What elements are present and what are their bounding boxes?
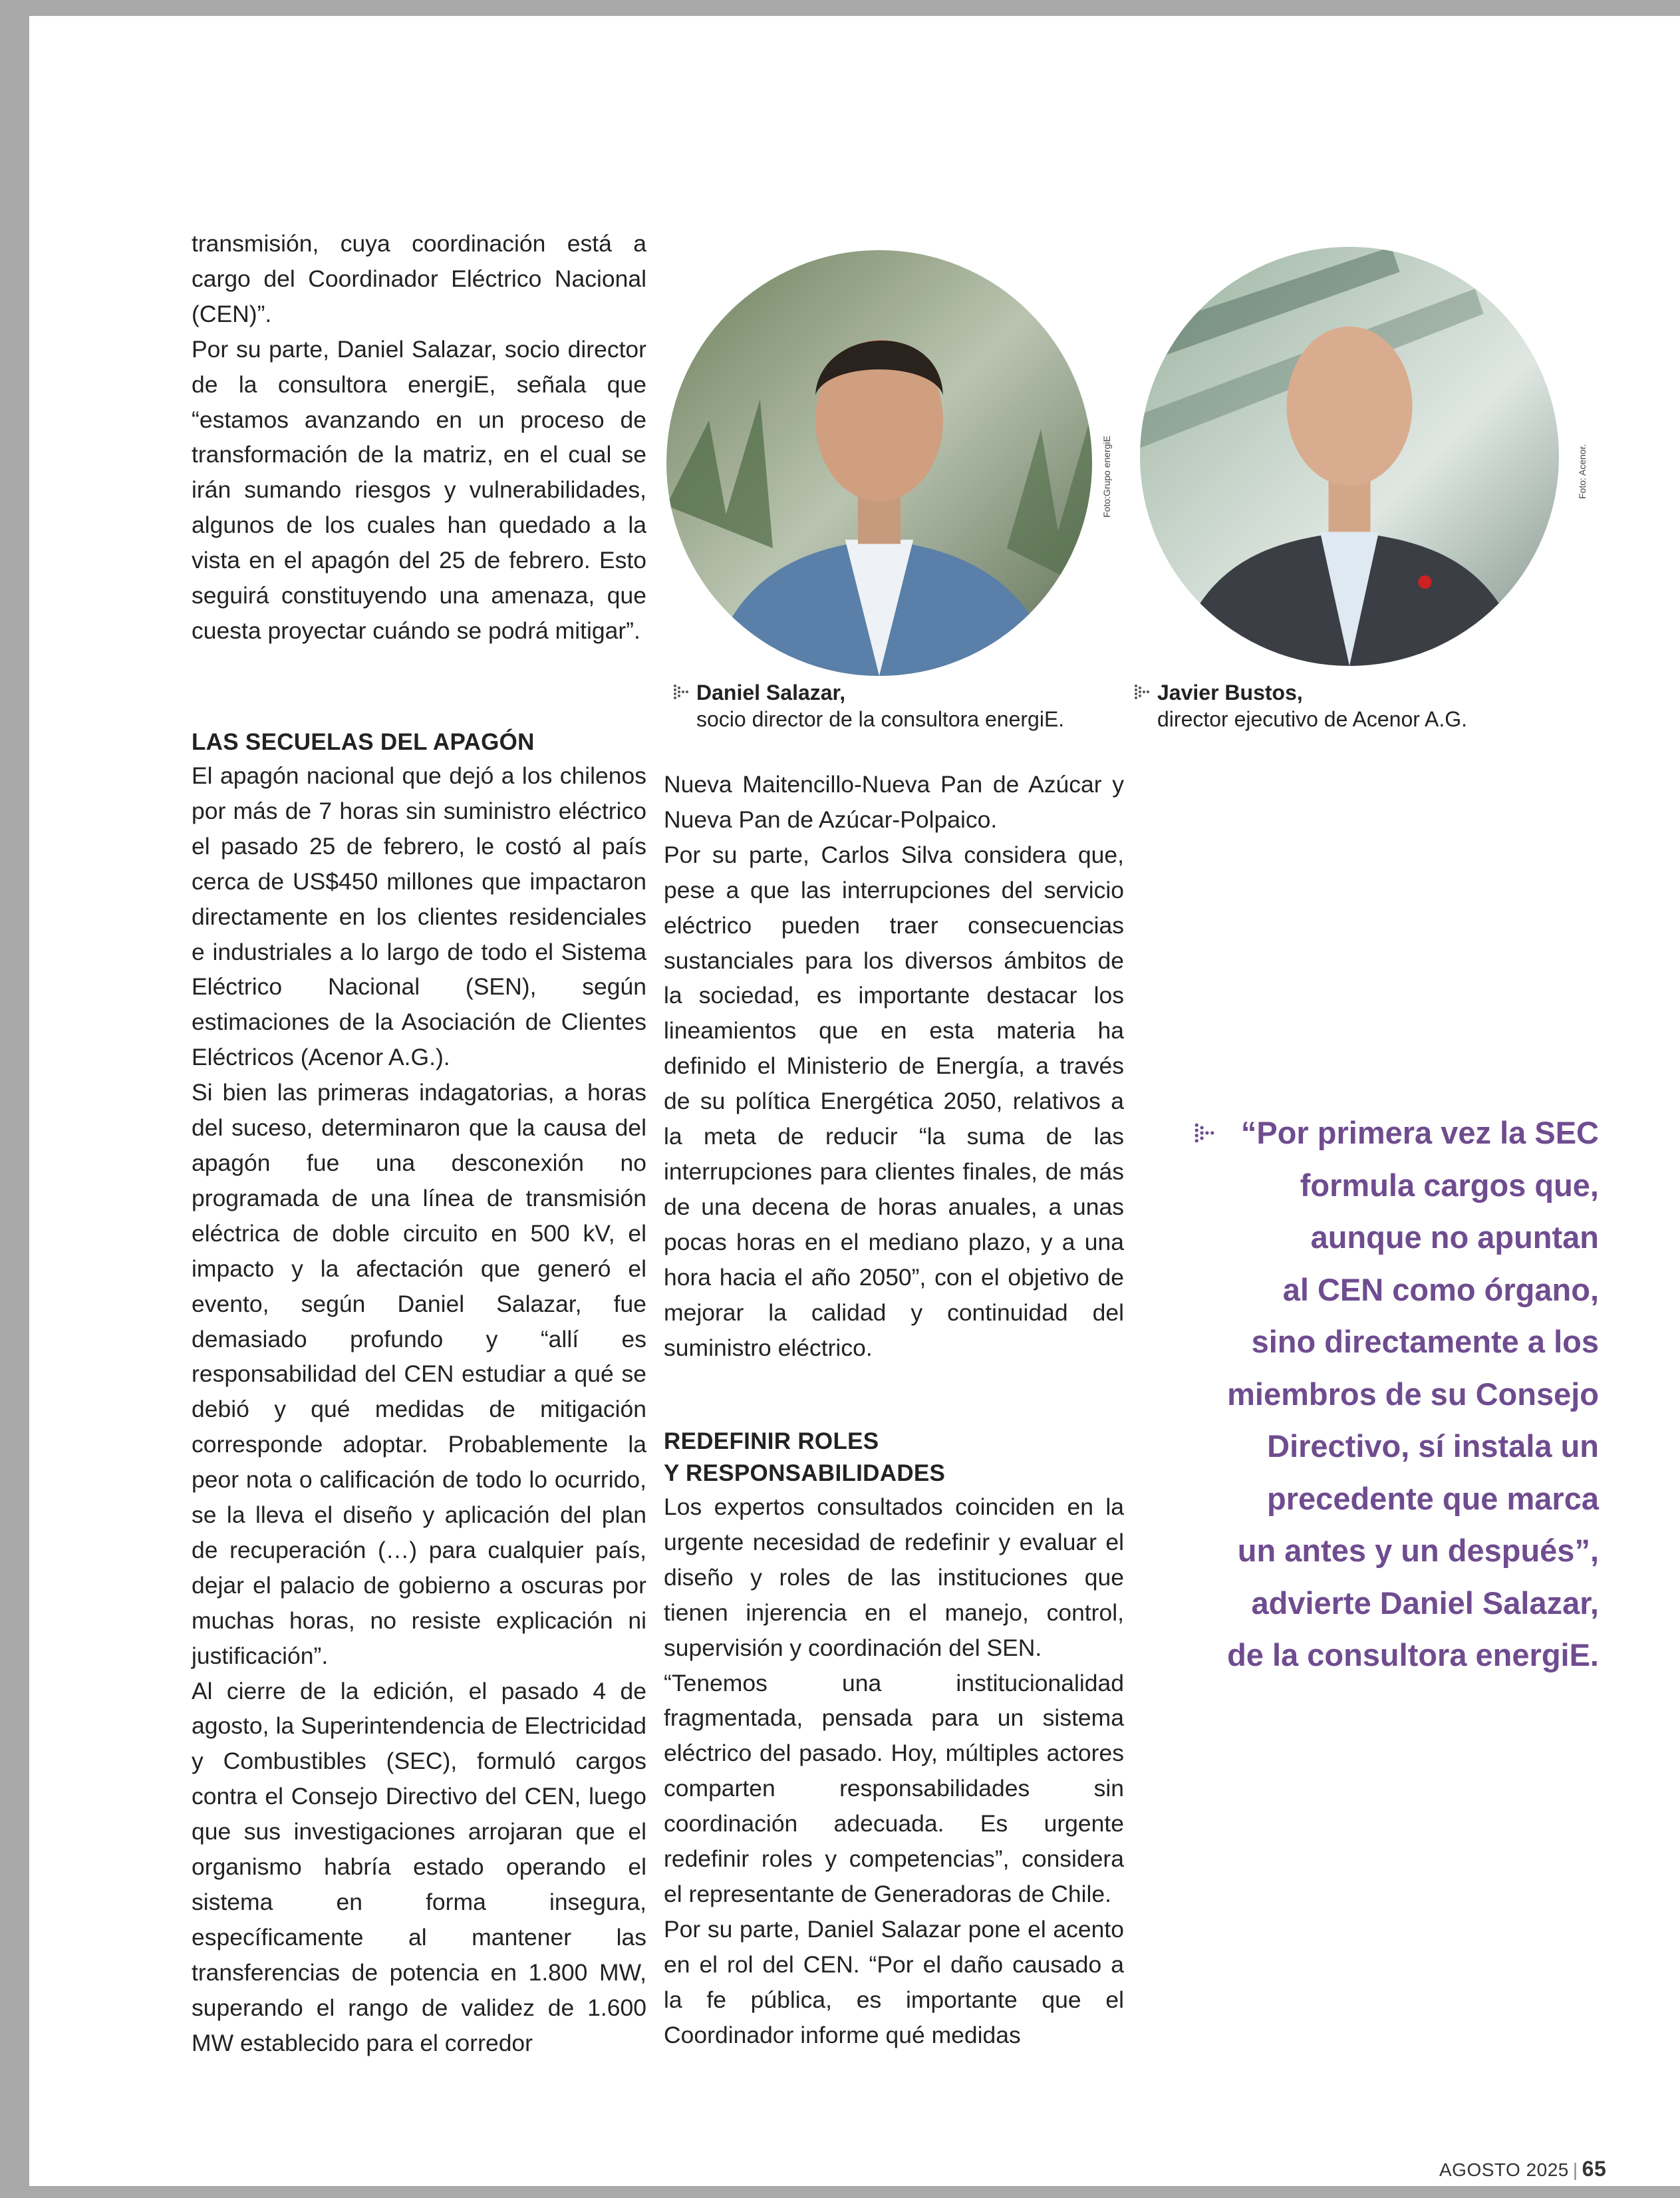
pull-quote bbox=[1173, 1107, 1599, 1682]
photo-credit: Foto:Grupo energiE bbox=[1101, 436, 1112, 518]
portrait-image bbox=[1140, 247, 1559, 666]
quote-line: aunque no apuntan bbox=[1310, 1219, 1599, 1255]
portrait-daniel-salazar bbox=[666, 250, 1092, 676]
paragraph: “Tenemos una institucionalidad fragmentada, pensada para un sistema eléctrico del pasado. Hoy, múltiples actores comparten responsabilidades sin coordinación adecuada. Es urgente redefinir roles y competencias”, considera el representante de Generadoras de Chile. bbox=[664, 1669, 1124, 1907]
photo-caption-salazar bbox=[696, 679, 1064, 732]
caption-name: Javier Bustos, bbox=[1157, 681, 1303, 705]
paragraph: Por su parte, Carlos Silva considera que, pese a que las interrupciones del servicio eléctrico pueden traer consecuencias sustanciales para los diversos ámbitos de la sociedad, es importante destacar los lineamientos que en esta materia ha definido el Ministerio de Energía, a través de su política Energética 2050, relativos a la meta de reducir “la suma de las interrupciones para clientes finales, de más de una decena de horas anuales, a unas pocas horas en el mediano plazo, y a una hora hacia el año 2050”, con el objetivo de mejorar la calidad y continuidad del suministro eléctrico. bbox=[664, 841, 1124, 1361]
article-column-1-top bbox=[192, 226, 646, 649]
paragraph: El apagón nacional que dejó a los chilenos por más de 7 horas sin suministro eléctrico el pasado 25 de febrero, le costó al país cerca de US$450 millones que impactaron directamente en los clientes residenciales e industriales a lo largo de todo el Sistema Eléctrico Nacional (SEN), según estimaciones de la Asociación de Clientes Eléctricos (Acenor A.G.). bbox=[192, 762, 646, 1071]
bullet-mark-icon bbox=[672, 683, 690, 701]
caption-role: socio director de la consultora energiE. bbox=[696, 707, 1065, 731]
quote-line: “Por primera vez la SEC bbox=[1240, 1115, 1599, 1150]
paragraph: transmisión, cuya coordinación está a cargo del Coordinador Eléctrico Nacional (CEN)”. bbox=[192, 230, 646, 327]
article-column-2-top bbox=[664, 767, 1124, 1365]
folio-separator: | bbox=[1572, 2159, 1578, 2180]
quote-line: precedente que marca bbox=[1267, 1480, 1599, 1516]
issue-date: AGOSTO 2025 bbox=[1439, 2159, 1569, 2180]
section-heading-line: REDEFINIR ROLES bbox=[664, 1428, 879, 1454]
paragraph: Si bien las primeras indagatorias, a horas del suceso, determinaron que la causa del apagón fue una desconexión no programada de una línea de transmisión eléctrica de doble circuito en 500 kV, el impacto y la afectación que generó el evento, según Daniel Salazar, fue demasiado profundo y “allí es responsabilidad del CEN estudiar a qué se debió y qué medidas de mitigación corresponde adoptar. Probablemente la peor nota o calificación de todo lo ocurrido, se la lleva el diseño y aplicación del plan de recuperación (…) para cualquier país, dejar el palacio de gobierno a oscuras por muchas horas, no resiste explicación ni justificación”. bbox=[192, 1079, 646, 1669]
quote-line: un antes y un después”, bbox=[1237, 1533, 1599, 1568]
magazine-page bbox=[29, 16, 1680, 2186]
quote-line: Directivo, sí instala un bbox=[1267, 1428, 1599, 1464]
quote-line: sino directamente a los bbox=[1251, 1324, 1599, 1359]
section-heading-roles bbox=[664, 1426, 1124, 1490]
paragraph: Por su parte, Daniel Salazar, socio director de la consultora energiE, señala que “estamos avanzando en un proceso de transformación de la matriz, en el cual se irán sumando riesgos y vulnerabilidades, algunos de los cuales han quedado a la vista en el apagón del 25 de febrero. Esto seguirá constituyendo una amenaza, que cuesta proyectar cuándo se podrá mitigar”. bbox=[192, 335, 646, 644]
paragraph: Al cierre de la edición, el pasado 4 de agosto, la Superintendencia de Electricidad y Combustibles (SEC), formuló cargos contra el Consejo Directivo del CEN, luego que sus investigaciones arrojaran que el organismo habría estado operando el sistema en forma insegura, específicamente al mantener las transferencias de potencia en 1.800 MW, superando el rango de validez de 1.600 MW establecido para el corredor bbox=[192, 1677, 646, 2056]
section-heading-line: Y RESPONSABILIDADES bbox=[664, 1460, 946, 1486]
quote-line: miembros de su Consejo bbox=[1227, 1376, 1599, 1412]
section-heading-secuelas: LAS SECUELAS DEL APAGÓN bbox=[192, 729, 535, 755]
caption-role: director ejecutivo de Acenor A.G. bbox=[1157, 707, 1468, 731]
paragraph: Los expertos consultados coinciden en la urgente necesidad de redefinir y evaluar el diseño y roles de las instituciones que tienen injerencia en el manejo, control, supervisión y coordinación del SEN. bbox=[664, 1493, 1124, 1661]
quote-line: de la consultora energiE. bbox=[1227, 1637, 1599, 1672]
portrait-image bbox=[666, 250, 1092, 676]
quote-mark-icon bbox=[1193, 1122, 1216, 1144]
bullet-mark-icon bbox=[1133, 683, 1151, 701]
article-column-2-bottom bbox=[664, 1426, 1124, 2053]
quote-line: formula cargos que, bbox=[1300, 1167, 1599, 1203]
quote-line: al CEN como órgano, bbox=[1282, 1271, 1599, 1307]
page-folio bbox=[1439, 2157, 1606, 2181]
portrait-javier-bustos bbox=[1140, 247, 1559, 666]
page-number: 65 bbox=[1582, 2157, 1607, 2181]
article-column-1-bottom bbox=[192, 726, 646, 2061]
quote-line: advierte Daniel Salazar, bbox=[1251, 1585, 1599, 1621]
paragraph: Por su parte, Daniel Salazar pone el acento en el rol del CEN. “Por el daño causado a la fe pública, es importante que el Coordinador informe qué medidas bbox=[664, 1915, 1124, 2048]
photo-credit: Foto: Acenor. bbox=[1577, 444, 1588, 499]
photo-caption-bustos bbox=[1157, 679, 1467, 732]
caption-name: Daniel Salazar, bbox=[696, 681, 846, 705]
paragraph: Nueva Maitencillo-Nueva Pan de Azúcar y Nueva Pan de Azúcar-Polpaico. bbox=[664, 771, 1124, 833]
